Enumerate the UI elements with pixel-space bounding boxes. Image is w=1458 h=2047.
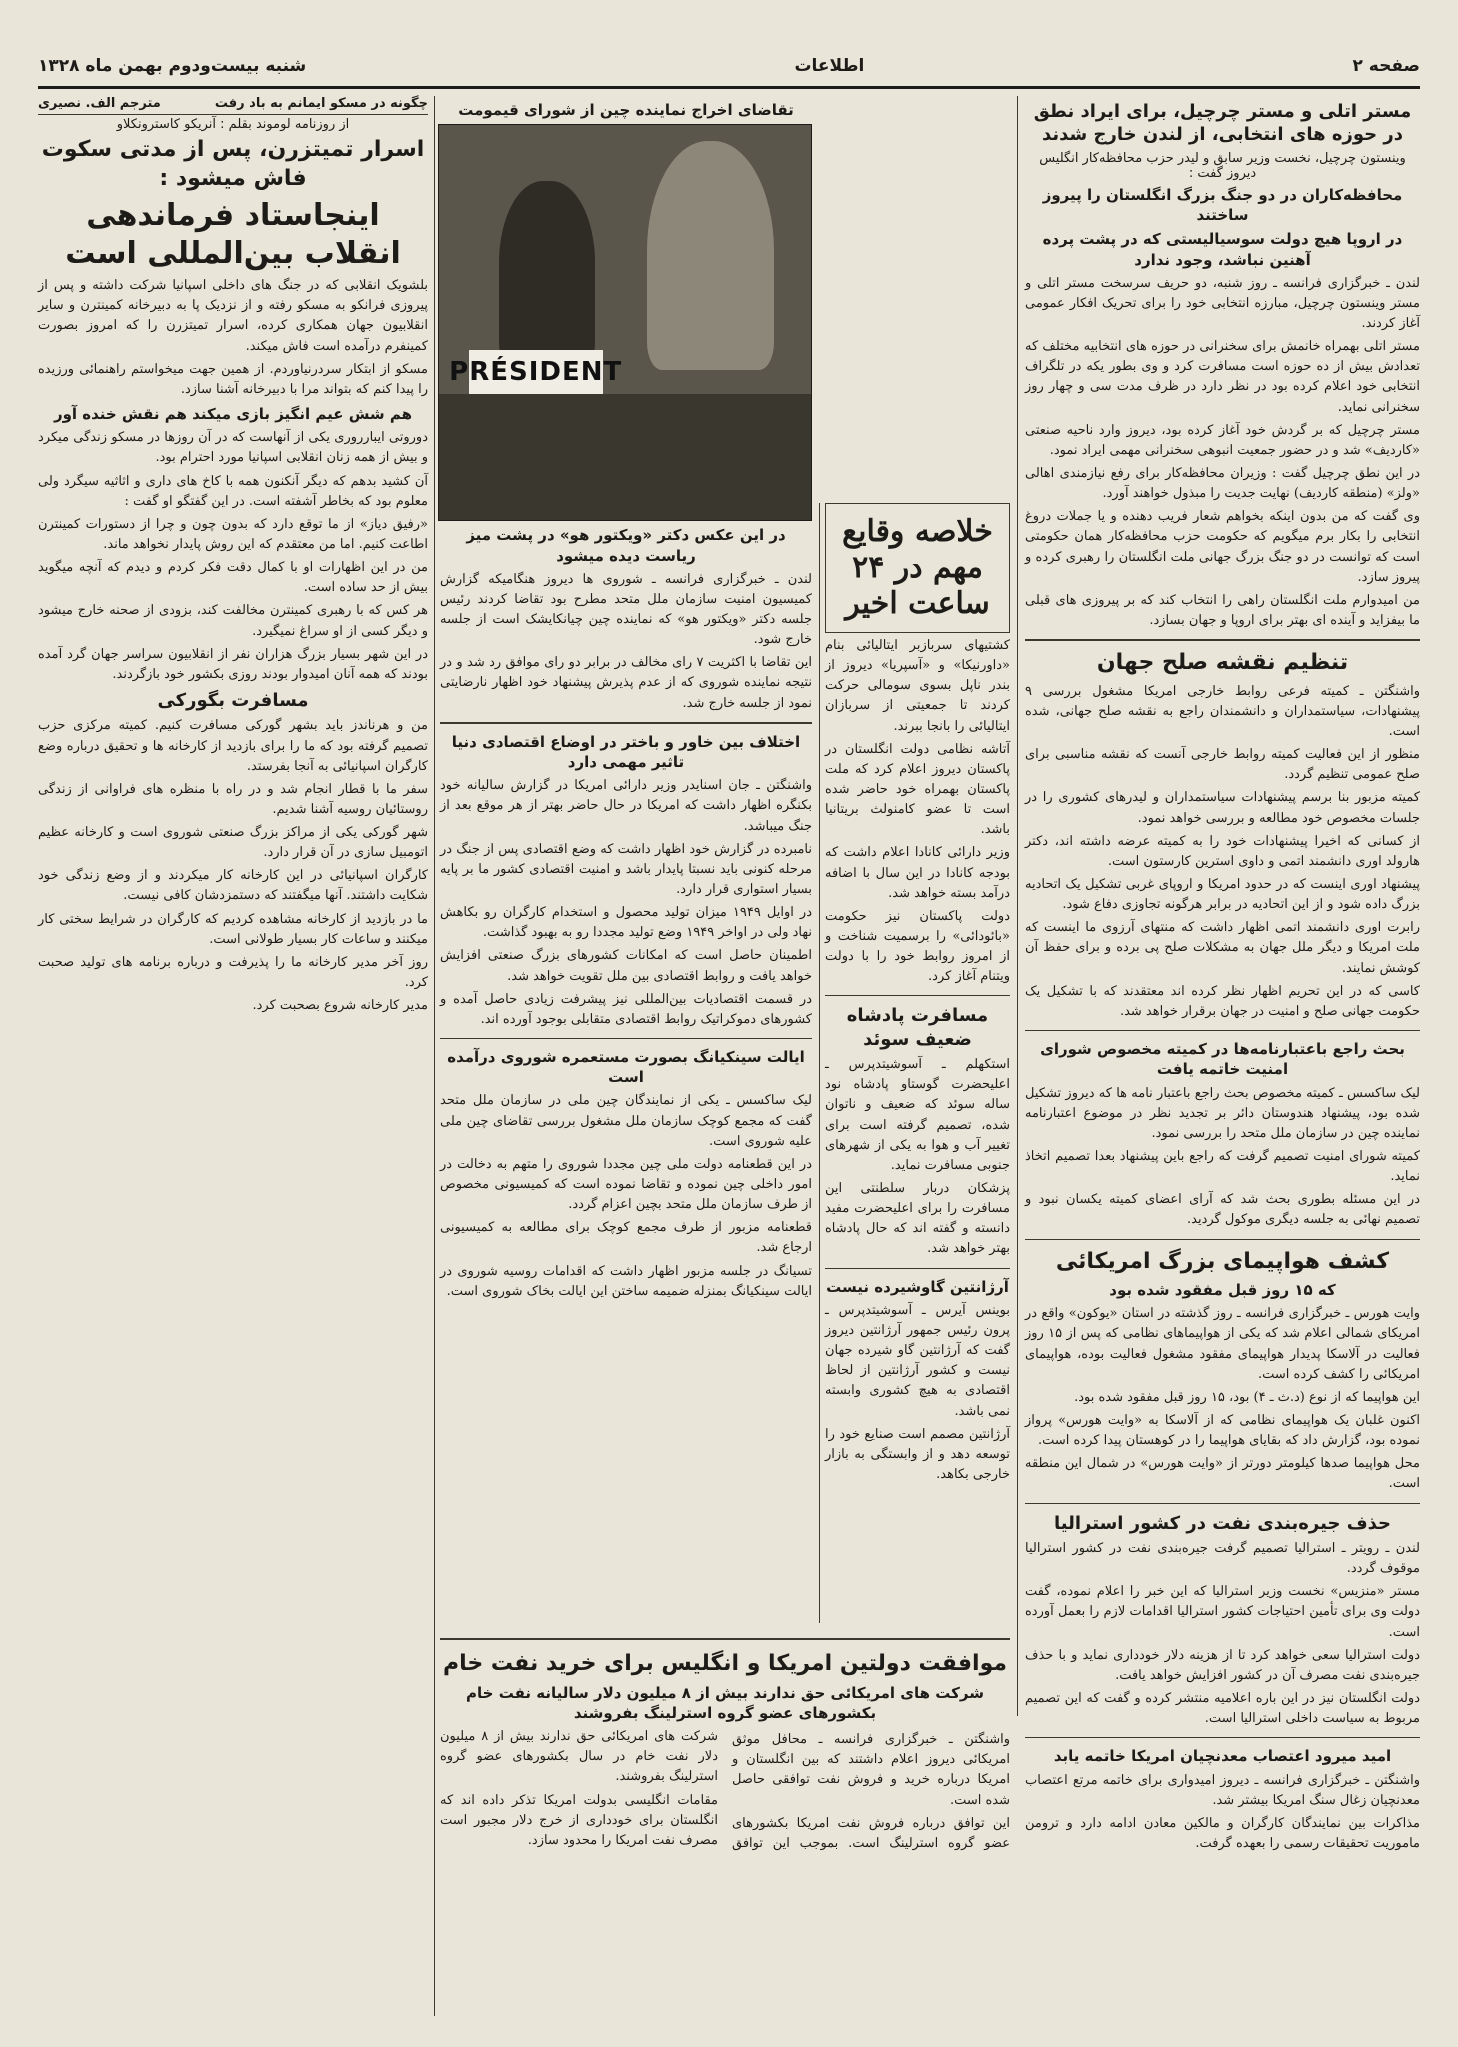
lead-paragraph: مستر اتلی بهمراه خانمش برای سخنرانی در حوزه های انتخابیه مختلف که تعدادش بیش از ده حوزه است مسافرت کرد و وی بطور یکه در تلگراف انتخابی خود اعلام کرده بود در نظر دارد در ظرف مدت سی و چهار روز سخنرانی نماید. bbox=[1025, 339, 1420, 415]
section-divider bbox=[440, 1038, 812, 1039]
column-rule bbox=[819, 503, 820, 1623]
argentina-paragraph: بوینس آیرس ـ آسوشیتدپرس ـ پرون رئیس جمهور آرژانتین دیروز گفت که آرژانتین گاو شیرده جهان نیست و کشور آرژانتین از لحاظ اقتصادی به هیچ کشوری وابسته نمی باشد. bbox=[825, 1302, 1010, 1419]
left-column bbox=[38, 96, 428, 2016]
lead-subheadline-2: در اروپا هیچ دولت سوسیالیستی که در پشت پرده آهنین نباشد، وجود ندارد bbox=[1042, 230, 1403, 269]
econ-paragraph: در قسمت اقتصادیات بین‌المللی نیز پیشرفت زیادی حاصل آمده و کشورهای دموکراتیک روابط اقتصادی متقابلی بوجود آورده اند. bbox=[440, 991, 812, 1027]
sinkiang-paragraph: در این قطعنامه دولت ملی چین مجددا شوروی را متهم به دخالت در امور داخلی چین نموده و تقاضا نموده است که کمیسیونی مخصوص از طرف سازمان ملل متحد بچین اعزام گردد. bbox=[440, 1156, 812, 1213]
peace-paragraph: منظور از این فعالیت کمیته روابط خارجی آنست که نقشه مناسبی برای صلح عمومی تنظیم گردد. bbox=[1025, 747, 1420, 783]
sinkiang-paragraph: لیک ساکسس ـ یکی از نمایندگان چین ملی در سازمان ملل متحد گفت که مجمع کوچک سازمان ملل مشغول بررسی تقاضای چین ملی علیه شوروی است. bbox=[440, 1093, 812, 1149]
serial-main-headline: اینجاستاد فرماندهی انقلاب بین‌المللی است bbox=[65, 198, 401, 271]
oil-paragraph: دولت انگلستان نیز در این باره اعلامیه منتشر کرده و گفت که این تصمیم مربوط به سیاست داخلی استرالیا است. bbox=[1025, 1690, 1420, 1727]
strike-headline: امید میرود اعتصاب معدنچیان امریکا خاتمه یابد bbox=[1053, 1747, 1392, 1766]
lead-subheadline: محافظه‌کاران در دو جنگ بزرگ انگلستان را پیروز ساختند bbox=[1042, 185, 1403, 225]
un-paragraph: لیک ساکسس ـ کمیته مخصوص بحث راجع باعتبار نامه ها که دیروز تشکیل شده بود، پیشنهاد هندوستان دائر بر تجدید نظر در موضوع اعتبارنامه نماینده چین در سازمان ملل متحد را بررسی نمود. bbox=[1025, 1085, 1420, 1141]
digest-item: کشتیهای سربازبر ایتالیائی بنام «داورنیکا» و «آسپریا» دیروز از بندر ناپل بسوی سومالی حرکت کردند تا جمعیتی از سربازان ایتالیائی را بانجا ببرند. bbox=[825, 638, 1010, 734]
serial-paragraph: هر کس که با رهبری کمینترن مخالفت کند، بزودی از صحنه خارج میشود و دیگر کسی از او سراغ نمیگیرد. bbox=[38, 603, 428, 639]
plane-paragraph: اکنون غلبان یک هواپیمای نظامی که از آلاسکا به «وایت هورس» پرواز نموده بود، گزارش داد که بقایای هواپیما را در کوهستان پیدا کرده است. bbox=[1025, 1413, 1420, 1449]
right-column bbox=[1025, 96, 1421, 1851]
serial-paragraph: دوروتی ایبارروری یکی از آنهاست که در آن روزها در مسکو زندگی میکرد و بیش از همه زنان انقلابی اسپانیا مورد احترام بود. bbox=[38, 430, 428, 466]
serial-paragraph: در این شهر بسیار بزرگ هزاران نفر از انقلابیون سراسر جهان گرد آمده بودند که همه آنان امیدوار بودند روزی بکشور خود بازگردند. bbox=[38, 646, 428, 682]
newspaper-page bbox=[38, 48, 1420, 2020]
section-divider bbox=[825, 995, 1010, 996]
digest-column bbox=[825, 503, 1010, 1623]
travel-paragraph: ما در بازدید از کارخانه مشاهده کردیم که کارگران در شرایط سختی کار میکنند و ساعات کار بسیار طولانی است. bbox=[38, 911, 428, 947]
president-plaque: PRÉSIDENT bbox=[469, 350, 603, 393]
oil-paragraph: دولت استرالیا سعی خواهد کرد تا از هزینه دلار خودداری نماید و با حذف جیره‌بندی نفت مصرف آن در کشور افزایش خواهد یافت. bbox=[1025, 1647, 1420, 1683]
oil-paragraph: مستر «منزیس» نخست وزیر استرالیا که این خبر را اعلام نموده، گفت دولت وی برای تأمین احتیاجات کشور استرالیا اقدامات لازم را بعمل آورده است. bbox=[1025, 1584, 1420, 1640]
sweden-paragraph: استکهلم ـ آسوشیتدپرس ـ اعلیحضرت گوستاو پادشاه نود ساله سوئد که ضعیف و ناتوان شده، تصمیم گرفته است برای تغییر آب و هوا به یکی از شهرهای جنوبی مسافرت نماید. bbox=[825, 1057, 1010, 1173]
plane-subheadline: که ۱۵ روز قبل مفقود شده بود bbox=[1109, 1281, 1336, 1300]
deal-paragraph: واشنگتن ـ خبرگزاری فرانسه ـ محافل موثق امریکائی دیروز اعلام داشتند که بین انگلستان و امریکا درباره خرید و فروش نفت توافقی حاصل شده است. bbox=[732, 1732, 1010, 1808]
travel-paragraph: شهر گورکی یکی از مراکز بزرگ صنعتی شوروی است و کارخانه عظیم اتومبیل سازی در آن قرار دارد. bbox=[38, 825, 428, 861]
travel-paragraph: سفر ما با قطار انجام شد و در راه با منظره های فراوانی از زندگی روستائیان روسیه آشنا شدیم. bbox=[38, 781, 428, 817]
peace-paragraph: رابرت اوری دانشمند اتمی اظهار داشت که منتهای آرزوی ما اینست که ملت امریکا و دیگر ملل جهان به مشکلات صلح پی برده و برای حفظ آن کوشش نمایند. bbox=[1025, 920, 1420, 976]
section-divider bbox=[1025, 1503, 1420, 1504]
peace-paragraph: پیشنهاد اوری اینست که در حدود امریکا و اروپای غربی تشکیل یک اتحادیه بزرگ داده شود و از این اتحادیه در برابر هرگونه تجاوزی دفاع شود. bbox=[1025, 877, 1420, 913]
deal-paragraph: این توافق درباره فروش نفت امریکا بکشورهای عضو گروه استرلینگ است. بموجب این توافق شرکت های امریکائی حق ندارند بیش از ۸ میلیون دلار نفت خام در سال بکشورهای عضو گروه استرلینگ بفروشند. bbox=[440, 1729, 1010, 1851]
strike-paragraph: مذاکرات بین نمایندگان کارگران و مالکین معادن ادامه دارد و ترومن ماموریت تحقیقات رسمی را بعهده گرفت. bbox=[1025, 1815, 1420, 1851]
digest-box bbox=[825, 503, 1010, 633]
peace-paragraph: کاسی که در این تحریم اظهار نظر کرده اند معتقدند که با تشکیل یک حکومت جهانی صلح و امنیت در جهان برقرار خواهد شد. bbox=[1025, 983, 1420, 1019]
oil-paragraph: لندن ـ رویتر ـ استرالیا تصمیم گرفت جیره‌بندی نفت در کشور استرالیا موقوف گردد. bbox=[1025, 1541, 1420, 1577]
issue-date: شنبه بیست‌ودوم بهمن ماه ۱۳۲۸ bbox=[38, 56, 307, 76]
serial-paragraph: آن کشید بدهم که دیگر آنکنون همه با کاخ های داری و اثاثیه سیگرد ولی معلوم بود که بخاطر آشفته است. در این گفتگو او گفت : bbox=[38, 473, 428, 509]
argentina-paragraph: آرژانتین مصمم است صنایع خود را توسعه دهد و از وابستگی به بازار خارجی بکاهد. bbox=[825, 1426, 1010, 1482]
photo-paragraph: لندن ـ خبرگزاری فرانسه ـ شوروی ها دیروز هنگامیکه گزارش کمیسیون امنیت سازمان ملل متحد مطرح بود تقاضا کردند رئیس جلسه دکتر «ویکتور هو» که نماینده چین چیانکایشک است از جلسه خارج شود. bbox=[440, 571, 812, 648]
lead-paragraph: وی گفت که من بدون اینکه بخواهم شعار فریب دهنده و یا جملات دروغ انتخابی را بکار برم میگویم که حکومت حزب محافظه‌کار همان حکومتی است که توانست در دو جنگ بزرگ جهانی ملت انگلستان را رهبری کرده و پیروز سازد. bbox=[1025, 509, 1420, 585]
argentina-headline: آرژانتین گاوشیرده نیست bbox=[826, 1277, 1009, 1296]
oil-deal-story bbox=[440, 1638, 1010, 2026]
photo-figure bbox=[499, 181, 596, 363]
lead-paragraph: لندن ـ خبرگزاری فرانسه ـ روز شنبه، دو حریف سرسخت مستر اتلی و مستر وینستون چرچیل، مبارزه انتخابی خود را برای تحریک افکار عمومی آغاز کردند. bbox=[1025, 275, 1420, 332]
section-divider bbox=[1025, 1030, 1420, 1031]
deal-body bbox=[440, 1727, 1010, 1854]
lead-paragraph: مستر چرچیل که بر گردش خود آغاز کرده بود، دیروز وارد ناحیه صنعتی «کاردیف» شد و در حضور جمعیت انبوهی سخنرانی مهمی ایراد نمود. bbox=[1025, 422, 1420, 458]
peace-paragraph: واشنگتن ـ کمیته فرعی روابط خارجی امریکا مشغول بررسی ۹ پیشنهادات، سیاستمداران و دانشمندان راجع به نقشه صلح جهانی، شده است. bbox=[1025, 683, 1420, 740]
digest-item: وزیر دارائی کانادا اعلام داشت که بودجه کانادا در این سال با اضافه درآمد بسته خواهد شد. bbox=[825, 845, 1010, 901]
source-credit: از روزنامه لوموند بقلم : آنریکو کاسترونکلاو bbox=[116, 117, 350, 132]
newspaper-name: اطلاعات bbox=[794, 56, 865, 76]
photo-caption: در این عکس دکتر «ویکتور هو» در پشت میز ریاست دیده میشود bbox=[466, 526, 786, 565]
peace-paragraph: از کسانی که اخیرا پیشنهادات خود را به کمیته عرضه داشته اند، دکتر هارولد اوری دانشمند اتمی و داوی استرین کارستون است. bbox=[1025, 833, 1420, 869]
section-divider bbox=[1025, 639, 1420, 641]
photo-paragraph: این تقاضا با اکثریت ۷ رای مخالف در برابر دو رای موافق رد شد و در نتیجه نماینده شوروی که از عدم پذیرش پیشنهاد خود اظهار نارضایتی نمود از جلسه خارج شد. bbox=[440, 655, 812, 711]
lead-paragraph: در این نطق چرچیل گفت : وزیران محافظه‌کار برای رفع نیازمندی اهالی «ولز» (منطقه کاردیف) نهایت جدیت را مبذول خواهند آورد. bbox=[1025, 466, 1420, 502]
un-headline: بحث راجع باعتبارنامه‌ها در کمیته مخصوص شورای امنیت خاتمه یافت bbox=[1040, 1040, 1405, 1079]
peace-paragraph: کمیته مزبور بنا برسم پیشنهادات سیاستمداران و لیدرهای کشوری را در جلسات مخصوص خود مطالعه و بررسی خواهد نمود. bbox=[1025, 790, 1420, 826]
news-photo bbox=[438, 124, 812, 521]
photo-figure bbox=[647, 141, 773, 370]
masthead-rule bbox=[38, 86, 1420, 89]
sinkiang-paragraph: قطعنامه مزبور از طرف مجمع کوچک برای مطالعه به کمیسیونی ارجاع شد. bbox=[440, 1220, 812, 1256]
sweden-headline: مسافرت پادشاه ضعیف سوئد bbox=[846, 1005, 989, 1050]
section-divider bbox=[1025, 1737, 1420, 1738]
econ-paragraph: اطمینان حاصل است که امکانات کشورهای بزرگ صنعتی افزایش خواهد یافت و روابط اقتصادی بین ملل تقویت خواهد شد. bbox=[440, 948, 812, 984]
digest-item: دولت پاکستان نیز حکومت «بائودائی» را برسمیت شناخت و از امروز روابط خود را با دولت ویتنام آغاز کرد. bbox=[825, 908, 1010, 985]
column-rule bbox=[434, 96, 435, 2016]
strike-paragraph: واشنگتن ـ خبرگزاری فرانسه ـ دیروز امیدواری برای خاتمه مرتع اعتصاب معدنچیان زغال سنگ امریکا بیشتر شد. bbox=[1025, 1772, 1420, 1808]
photo-headline: تقاضای اخراج نماینده چین از شورای قیمومت bbox=[458, 101, 794, 119]
serial-paragraph: مسکو از ابتکار سردرنیاوردم. از همین جهت میخواستم راهنمائی ورزیده را پیدا کنم که بتواند مرا با دبیرخانه آشنا سازد. bbox=[38, 361, 428, 397]
peace-headline: تنظیم نقشه صلح جهان bbox=[1096, 650, 1349, 676]
plane-paragraph: محل هواپیما صدها کیلومتر دورتر از «وایت هورس» در شمال این منطقه است. bbox=[1025, 1456, 1420, 1492]
deal-subheadline: شرکت های امریکائی حق ندارند بیش از ۸ میلیون دلار سالیانه نفت خام بکشورهای عضو گروه استرلینگ بفروشند bbox=[466, 1683, 984, 1722]
travel-paragraph: من و هرناندز باید بشهر گورکی مسافرت کنیم. کمیته مرکزی حزب تصمیم گرفته بود که ما را برای بازدید از کارخانه ها و تحقیق درباره وضع کارگران اسپانیائی به آنجا بفرستد. bbox=[38, 718, 428, 774]
serial-paragraph: «رفیق دیاز» از ما توقع دارد که بدون چون و چرا از دستورات کمینترن اطاعت کنیم. اما من معتقدم که این روش پایدار نخواهد ماند. bbox=[38, 516, 428, 552]
section-divider bbox=[1025, 1239, 1420, 1240]
serial-headline: اسرار تمیتزرن، پس از مدتی سکوت فاش میشود : bbox=[41, 137, 425, 191]
sinkiang-headline: ایالت سینکیانگ بصورت مستعمره شوروی درآمده است bbox=[447, 1047, 805, 1087]
photo-desk bbox=[439, 394, 811, 520]
masthead bbox=[38, 48, 1420, 84]
column-rule bbox=[1017, 96, 1018, 1716]
serial-subheadline: هم شش عیم انگیز بازی میکند هم نقش خنده آور bbox=[53, 405, 413, 424]
serial-paragraph: بلشویک انقلابی که در جنگ های داخلی اسپانیا شرکت داشته و پس از پیروزی فرانکو به مسکو رفته و از نزدیک پا به دبیرخانه کمینترن و سایر انقلابیون جهان همکاری کرده، اسرار تمیتزرن را که امروز بصورت کمینفرم درآمده است فاش میکند. bbox=[38, 278, 428, 354]
section-divider bbox=[825, 1268, 1010, 1269]
un-paragraph: کمیته شورای امنیت تصمیم گرفت که راجع باین پیشنهاد بعدا تصمیم اتخاذ نماید. bbox=[1025, 1148, 1420, 1185]
digest-headline: خلاصه وقایع مهم در ۲۴ ساعت اخیر bbox=[842, 514, 993, 621]
section-divider bbox=[440, 722, 812, 724]
translator-credit: مترجم الف. نصیری bbox=[38, 96, 161, 111]
travel-paragraph: روز آخر مدیر کارخانه ما را پذیرفت و درباره برنامه های تولید صحبت کرد. bbox=[38, 954, 428, 991]
travel-paragraph: کارگران اسپانیائی در این کارخانه کار میکردند و از وضع زندگی خود شکایت داشتند. آنها میگفتند که دستمزدشان کافی نیست. bbox=[38, 868, 428, 904]
econ-headline: اختلاف بین خاور و باختر در اوضاع اقتصادی دنیا تاثیر مهمی دارد bbox=[451, 732, 801, 771]
plane-headline: کشف هواپیمای بزرگ امریکائی bbox=[1055, 1248, 1390, 1274]
deal-headline: موافقت دولتین امریکا و انگلیس برای خرید نفت خام bbox=[442, 1651, 1008, 1676]
page-number: صفحه ۲ bbox=[1352, 56, 1420, 76]
oil-headline: حذف جیره‌بندی نفت در کشور استرالیا bbox=[1053, 1512, 1391, 1534]
deal-paragraph: مقامات انگلیسی بدولت امریکا تذکر داده اند که انگلستان برای خودداری از خرج دلار مجبور است مصرف نفت امریکا را محدود سازد. bbox=[440, 1792, 718, 1848]
digest-item: آتاشه نظامی دولت انگلستان در پاکستان دیروز اعلام کرد که ملت پاکستان بهمراه خود حاضر شده است تا عضو کامنولث بریتانیا باشد. bbox=[825, 741, 1010, 838]
plane-paragraph: وایت هورس ـ خبرگزاری فرانسه ـ روز گذشته در استان «یوکون» واقع در امریکای شمالی اعلام شد که یکی از هواپیماهای نظامی که پس از ۱۵ روز فعالیت در آلاسکا پدیدار هواپیمای مفقود مشغول فعالیت بوده، هواپیمای امریکائی را کشف کرده است. bbox=[1025, 1306, 1421, 1382]
lead-kicker: وینستون چرچیل، نخست وزیر سابق و لیدر حزب محافظه‌کار انگلیس دیروز گفت : bbox=[1039, 150, 1406, 181]
sinkiang-paragraph: تسیانگ در جلسه مزبور اظهار داشت که اقدامات روسیه شوروی در ایالت سینکیانگ بمنزله ضمیمه ساختن این ایالت بخاک شوروی است. bbox=[440, 1263, 812, 1299]
econ-paragraph: نامبرده در گزارش خود اظهار داشت که وضع اقتصادی پس از جنگ در مرحله کنونی باید نسبتا پایدار باشد و امنیت اقتصادی کشور ما بر پایه بسیار استواری قرار دارد. bbox=[440, 841, 812, 897]
lead-paragraph: من امیدوارم ملت انگلستان راهی را انتخاب کند که بر پیروزی های قبلی ما بیفزاید و آینده ای بهتر برای اروپا و جهان بسازد. bbox=[1025, 592, 1420, 629]
econ-paragraph: در اوایل ۱۹۴۹ میزان تولید محصول و استخدام کارگران رو بکاهش نهاد ولی در اواخر ۱۹۴۹ وضع تولید مجددا رو به بهبود گذاشت. bbox=[440, 905, 812, 941]
travel-paragraph: مدیر کارخانه شروع بصحبت کرد. bbox=[252, 998, 428, 1014]
lead-headline: مستر اتلی و مستر چرچیل، برای ایراد نطق در حوزه های انتخابی، از لندن خارج شدند bbox=[1033, 101, 1412, 146]
sweden-paragraph: پزشکان دربار سلطنتی این مسافرت را برای اعلیحضرت مفید دانسته و گفته اند که حال پادشاه بهتر خواهد شد. bbox=[825, 1181, 1010, 1257]
econ-paragraph: واشنگتن ـ جان اسنایدر وزیر دارائی امریکا در گزارش سالیانه خود بکنگره اظهار داشت که امریکا در حال حاضر بهتر از هر موقع بعد از جنگ میباشد. bbox=[440, 778, 812, 834]
middle-column bbox=[440, 96, 812, 1626]
un-paragraph: در این مسئله بطوری بحث شد که آرای اعضای کمیته یکسان نبود و تصمیم نهائی به جلسه دیگری موکول گردید. bbox=[1025, 1192, 1420, 1228]
series-title: چگونه در مسکو ایمانم به باد رفت bbox=[214, 96, 428, 111]
plane-paragraph: این هواپیما که از نوع (د.ث ـ ۴) بود، ۱۵ روز قبل مفقود شده بود. bbox=[1074, 1389, 1420, 1405]
series-header bbox=[38, 96, 428, 115]
serial-paragraph: من در این اظهارات او با کمال دقت فکر کردم و دیدم که آنچه میگوید بیش از حد ساده است. bbox=[38, 560, 428, 596]
travel-headline: مسافرت بگورکی bbox=[157, 689, 309, 711]
